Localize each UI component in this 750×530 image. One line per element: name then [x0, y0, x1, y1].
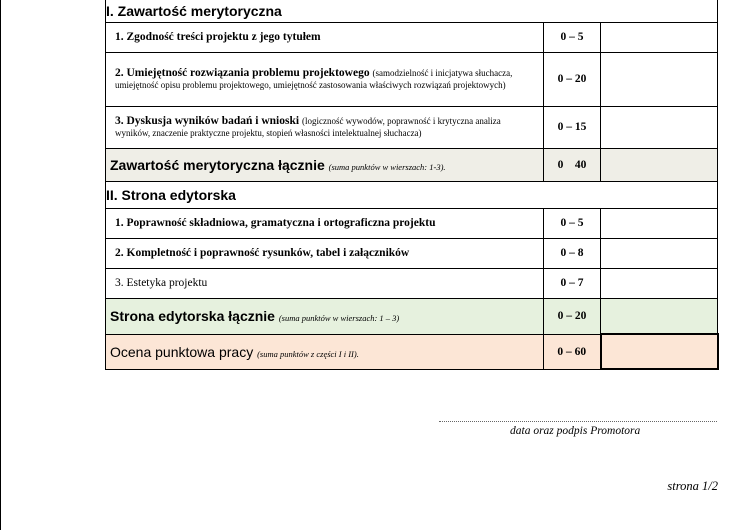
total-note: (suma punktów z części I i II). — [257, 348, 359, 359]
sum-note: (suma punktów w wierszach: 1-3). — [328, 161, 446, 172]
section1-sum-row — [106, 148, 718, 181]
section2-title: II. Strona edytorska — [106, 181, 718, 208]
item-description — [106, 52, 544, 106]
total-score-cell[interactable] — [601, 334, 718, 369]
score-cell[interactable] — [601, 268, 718, 298]
score-cell[interactable] — [601, 208, 718, 238]
score-cell[interactable] — [601, 52, 718, 106]
sum-label: Zawartość merytoryczna łącznie — [110, 156, 325, 173]
table-row — [106, 208, 718, 238]
item-description — [106, 208, 544, 238]
item-range: 0 – 5 — [544, 22, 601, 52]
sum-range: 0 – 20 — [544, 298, 601, 334]
section1-title: I. Zawartość merytoryczna — [106, 0, 718, 22]
item-label: 2. Kompletność i poprawność rysunków, tabel i załączników — [115, 247, 410, 259]
item-description — [106, 238, 544, 268]
sum-description — [106, 298, 544, 334]
section2-header-row — [106, 181, 718, 208]
item-description — [106, 268, 544, 298]
item-note: (logiczność wywodów, poprawność i krytyczna analiza wyników, znaczenie praktyczne projektu, stopień własności intelektualnej słuchacza) — [115, 116, 501, 138]
section1-header-row — [106, 0, 718, 22]
total-label: Ocena punktowa pracy — [110, 343, 254, 360]
page-left-border — [0, 0, 1, 530]
page-number: strona 1/2 — [667, 479, 718, 493]
evaluation-table — [105, 0, 719, 370]
item-range: 0 – 7 — [544, 268, 601, 298]
table-row — [106, 52, 718, 106]
item-description — [106, 106, 544, 148]
total-row — [106, 334, 718, 369]
signature-label: data oraz podpis Promotora — [510, 425, 641, 437]
score-cell[interactable] — [601, 298, 718, 334]
table-row — [106, 268, 718, 298]
item-label: 1. Poprawność składniowa, gramatyczna i ortograficzna projektu — [115, 217, 436, 229]
item-label: 3. Dyskusja wyników badań i wnioski — [115, 115, 300, 127]
total-description — [106, 334, 544, 369]
item-description — [106, 22, 544, 52]
table-row — [106, 106, 718, 148]
item-label: 2. Umiejętność rozwiązania problemu projektowego — [115, 67, 370, 79]
score-cell[interactable] — [601, 148, 718, 181]
total-range: 0 – 60 — [544, 334, 601, 369]
sum-note: (suma punktów w wierszach: 1 – 3) — [278, 313, 400, 323]
score-cell[interactable] — [601, 22, 718, 52]
signature-line — [439, 421, 717, 422]
sum-range: 0 40 — [544, 148, 601, 181]
section2-sum-row — [106, 298, 718, 334]
score-cell[interactable] — [601, 106, 718, 148]
item-range: 0 – 5 — [544, 208, 601, 238]
item-range: 0 – 8 — [544, 238, 601, 268]
table-row — [106, 22, 718, 52]
item-label: 1. Zgodność treści projektu z jego tytułem — [115, 31, 321, 43]
sum-label: Strona edytorska łącznie — [110, 308, 275, 324]
item-range: 0 – 20 — [544, 52, 601, 106]
sum-description — [106, 148, 544, 181]
item-note: (samodzielność i inicjatywa słuchacza, umiejętność opisu problemu projektowego, umiejętność zastosowania właściwych rozwiązań projektowych) — [115, 68, 513, 90]
item-range: 0 – 15 — [544, 106, 601, 148]
score-cell[interactable] — [601, 238, 718, 268]
item-label: 3. Estetyka projektu — [115, 277, 208, 289]
table-row — [106, 238, 718, 268]
